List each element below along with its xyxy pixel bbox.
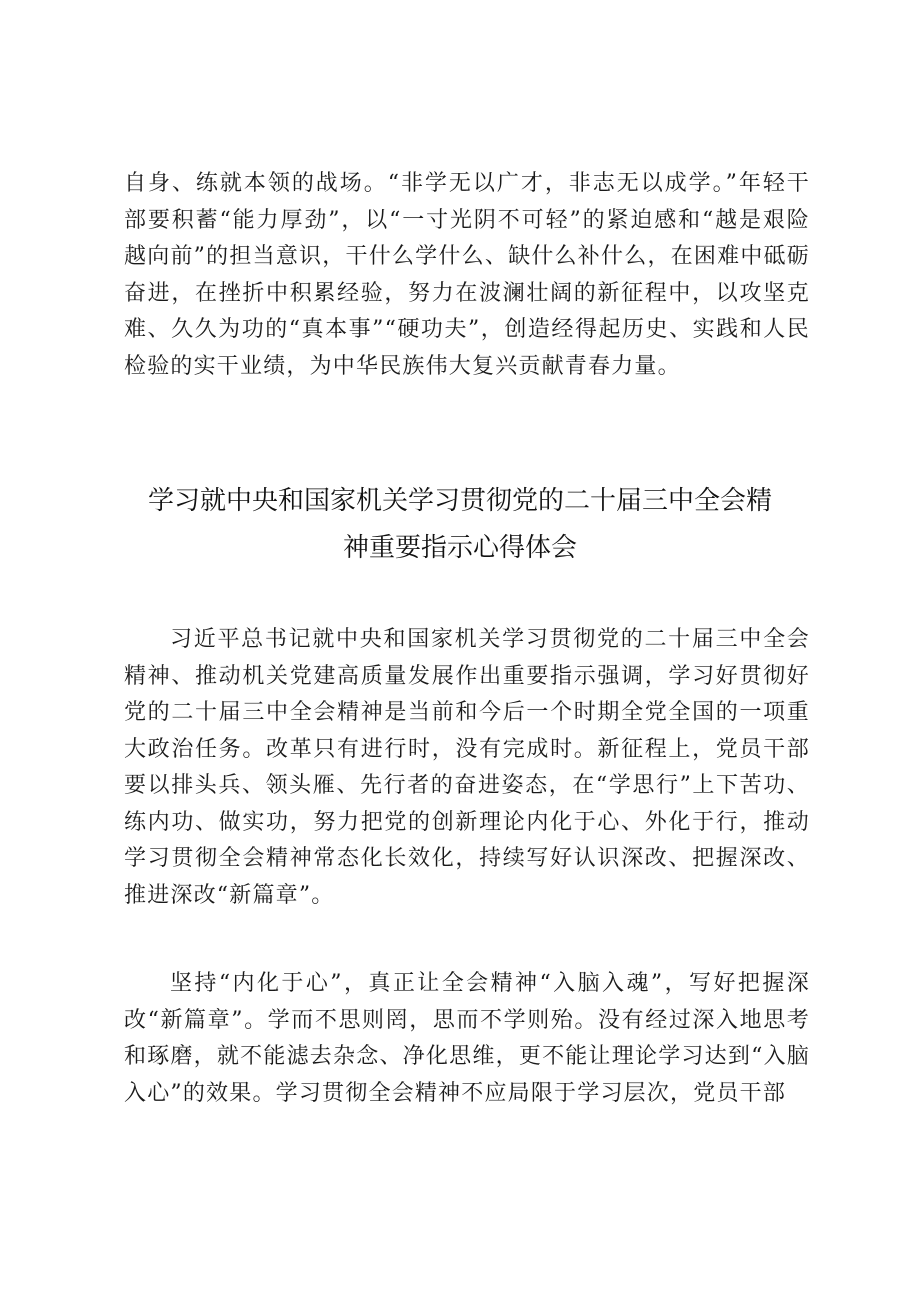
article-title-line-1: 学习就中央和国家机关学习贯彻党的二十届三中全会精 xyxy=(147,486,772,516)
body-paragraph-2: 坚持“内化于心”，真正让全会精神“入脑入魂”，写好把握深改“新篇章”。学而不思则罔，思而不学则殆。没有经过深入地思考和琢磨，就不能滤去杂念、净化思维，更不能让理论学习达到“入脑入心”的效果。学习贯彻全会精神不应局限于学习层次，党员干部 xyxy=(124,971,810,1106)
body-paragraph-1: 习近平总书记就中央和国家机关学习贯彻党的二十届三中全会精神、推动机关党建高质量发展作出重要指示强调，学习好贯彻好党的二十届三中全会精神是当前和今后一个时期全党全国的一项重大政治任务。改革只有进行时，没有完成时。新征程上，党员干部要以排头兵、领头雁、先行者的奋进姿态，在“学思行”上下苦功、练内功、做实功，努力把党的创新理论内化于心、外化于行，推动学习贯彻全会精神常态化长效化，持续写好认识深改、把握深改、推进深改“新篇章”。 xyxy=(124,627,810,908)
article-title xyxy=(110,478,810,572)
article-title-line-2: 神重要指示心得体会 xyxy=(342,533,577,563)
top-paragraph: 自身、练就本领的战场。“非学无以广才，非志无以成学。”年轻干部要积蓄“能力厚劲”，以“一寸光阴不可轻”的紧迫感和“越是艰险越向前”的担当意识，干什么学什么、缺什么补什么，在困难中砥砺奋进，在挫折中积累经验，努力在波澜壮阔的新征程中，以攻坚克难、久久为功的“真本事”“硬功夫”，创造经得起历史、实践和人民检验的实干业绩，为中华民族伟大复兴贡献青春力量。 xyxy=(124,171,810,379)
